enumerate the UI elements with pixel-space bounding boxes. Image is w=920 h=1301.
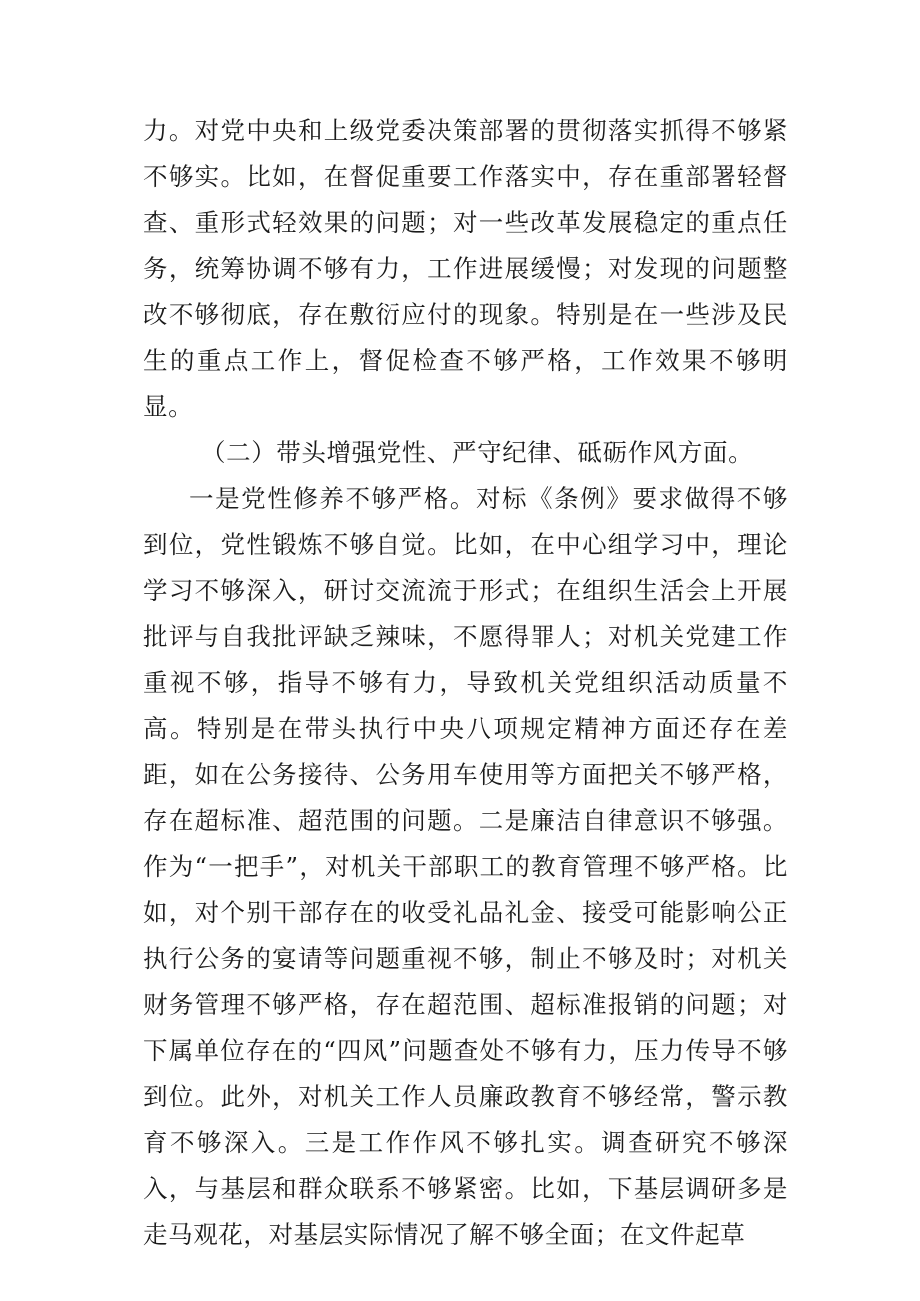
paragraph-body: 一是党性修养不够严格。对标《条例》要求做得不够到位，党性锻炼不够自觉。比如，在中心组学习中，理论学习不够深入，研讨交流流于形式；在组织生活会上开展批评与自我批评缺乏辣味，不愿得罪人；对机关党建工作重视不够，指导不够有力，导致机关党组织活动质量不高。特别是在带头执行中央八项规定精神方面还存在差距，如在公务接待、公务用车使用等方面把关不够严格，存在超标准、超范围的问题。二是廉洁自律意识不够强。作为“一把手”，对机关干部职工的教育管理不够严格。比如，对个别干部存在的收受礼品礼金、接受可能影响公正执行公务的宴请等问题重视不够，制止不够及时；对机关财务管理不够严格，存在超范围、超标准报销的问题；对下属单位存在的“四风”问题查处不够有力，压力传导不够到位。此外，对机关工作人员廉政教育不够经常，警示教育不够深入。三是工作作风不够扎实。调查研究不够深入，与基层和群众联系不够紧密。比如，下基层调研多是走马观花，对基层实际情况了解不够全面；在文件起草 bbox=[143, 484, 788, 1249]
document-body bbox=[143, 108, 788, 1258]
paragraph-continuation: 力。对党中央和上级党委决策部署的贯彻落实抓得不够紧不够实。比如，在督促重要工作落实中，存在重部署轻督查、重形式轻效果的问题；对一些改革发展稳定的重点任务，统筹协调不够有力，工作进展缓慢；对发现的问题整改不够彻底，存在敷衍应付的现象。特别是在一些涉及民生的重点工作上，督促检查不够严格，工作效果不够明显。 bbox=[143, 116, 788, 421]
section-heading: （二）带头增强党性、严守纪律、砥砺作风方面。 bbox=[201, 438, 754, 467]
